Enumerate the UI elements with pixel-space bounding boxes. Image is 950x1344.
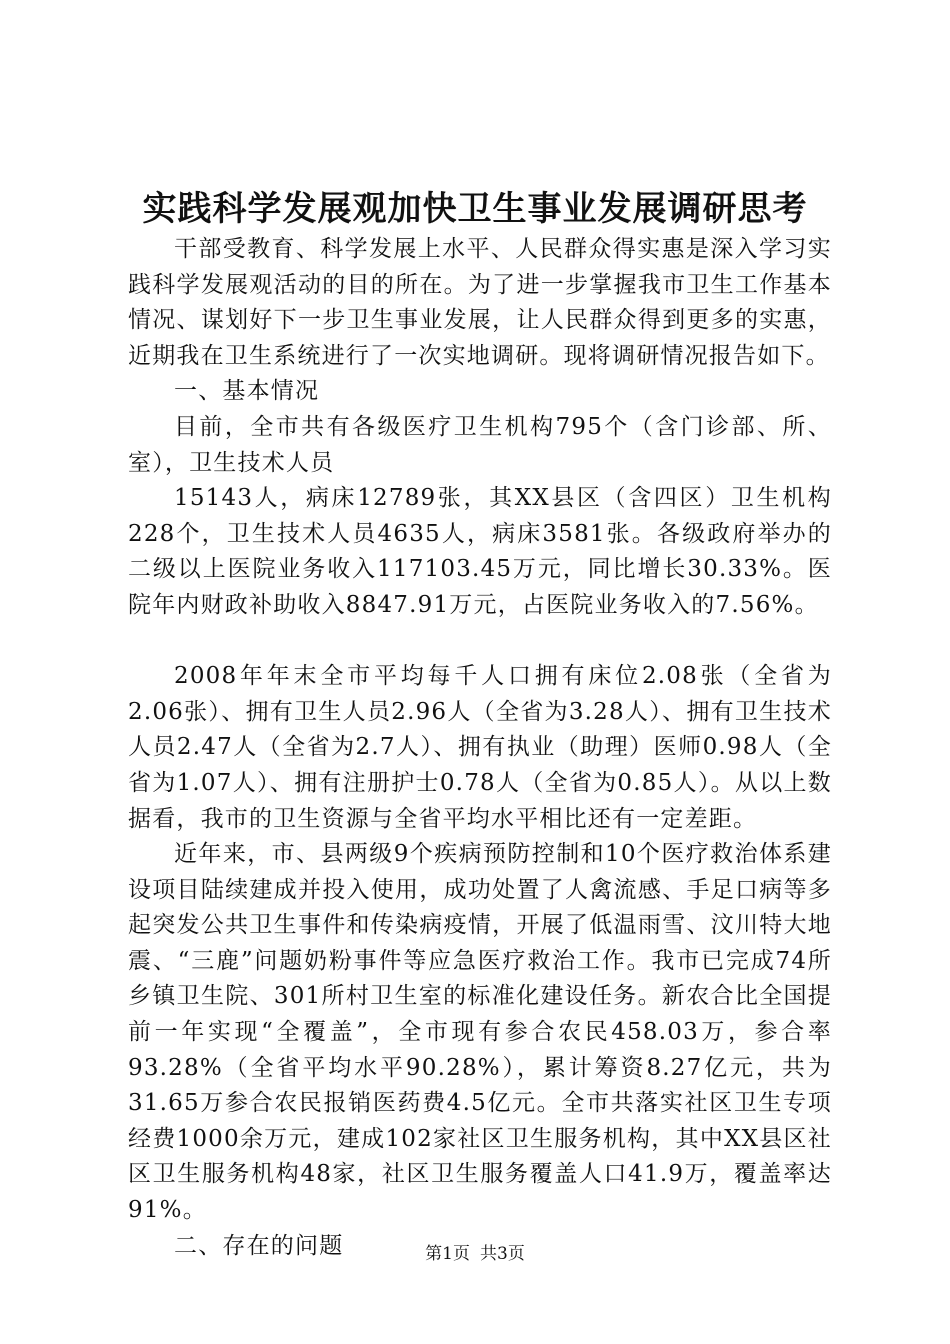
paragraph-recent-years: 近年来，市、县两级9个疾病预防控制和10个医疗救治体系建设项目陆续建成并投入使用，成功处置了人禽流感、手足口病等多起突发公共卫生事件和传染病疫情，开展了低温雨雪、汶川特大地震、“三鹿”问题奶粉事件等应急医疗救治工作。我市已完成74所乡镇卫生院、301所村卫生室的标准化建设任务。新农合比全国提前一年实现“全覆盖”，全市现有参合农民458.03万，参合率93.28%（全省平均水平90.28%），累计筹资8.27亿元，共为31.65万参合农民报销医药费4.5亿元。全市共落实社区卫生专项经费1000余万元，建成102家社区卫生服务机构，其中XX县区社区卫生服务机构48家，社区卫生服务覆盖人口41.9万，覆盖率达91%。 [128, 841, 832, 1224]
document-body [128, 232, 832, 1264]
page-number: 第1页 [425, 1244, 470, 1264]
page-total: 共3页 [480, 1244, 525, 1264]
paragraph-institutions: 目前，全市共有各级医疗卫生机构795个（含门诊部、所、室），卫生技术人员 [128, 413, 832, 476]
paragraph-staff-beds: 15143人，病床12789张，其XX县区（含四区）卫生机构228个，卫生技术人员4635人，病床3581张。各级政府举办的二级以上医院业务收入117103.45万元，同比增长30.33%。医院年内财政补助收入8847.91万元，占医院业务收入的7.56%。 [128, 485, 832, 618]
paragraph-per-capita: 2008年年末全市平均每千人口拥有床位2.08张（全省为2.06张）、拥有卫生人员2.96人（全省为3.28人）、拥有卫生技术人员2.47人（全省为2.7人）、拥有执业（助理）医师0.98人（全省为1.07人）、拥有注册护士0.78人（全省为0.85人）。从以上数据看，我市的卫生资源与全省平均水平相比还有一定差距。 [128, 663, 832, 832]
page-footer [0, 1242, 950, 1266]
section-heading-basic-situation: 一、基本情况 [174, 378, 320, 405]
section-heading-problems: 二、存在的问题 [174, 1232, 344, 1259]
document-title: 实践科学发展观加快卫生事业发展调研思考 [142, 189, 808, 229]
paragraph-intro: 干部受教育、科学发展上水平、人民群众得实惠是深入学习实践科学发展观活动的目的所在。为了进一步掌握我市卫生工作基本情况、谋划好下一步卫生事业发展，让人民群众得到更多的实惠，近期我在卫生系统进行了一次实地调研。现将调研情况报告如下。 [128, 236, 832, 369]
